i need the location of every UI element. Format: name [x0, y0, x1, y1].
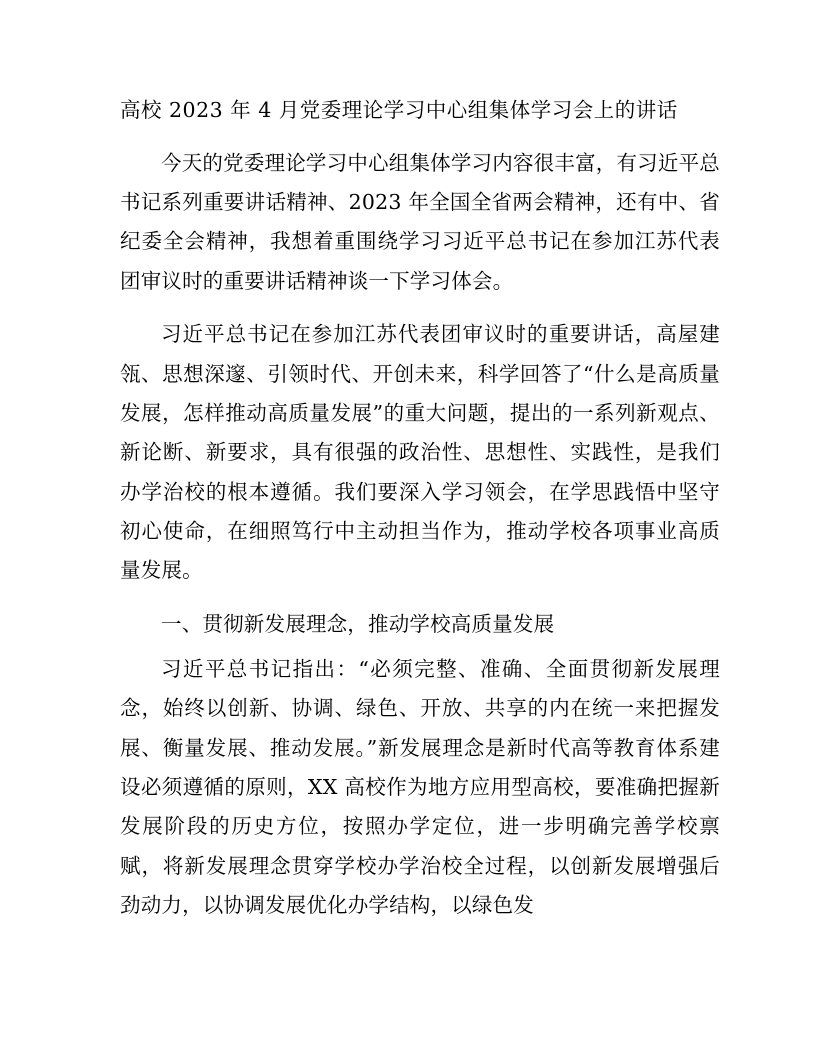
paragraph-1: 今天的党委理论学习中心组集体学习内容很丰富，有习近平总书记系列重要讲话精神、2023 年全国全省两会精神，还有中、省纪委全会精神，我想着重围绕学习习近平总书记在参加江苏代表团审议时的重要讲话精神谈一下学习体会。: [120, 150, 720, 293]
paragraph-2: 习近平总书记在参加江苏代表团审议时的重要讲话，高屋建瓴、思想深邃、引领时代、开创未来，科学回答了“什么是高质量发展，怎样推动高质量发展”的重大问题，提出的一系列新观点、新论断、新要求，具有很强的政治性、思想性、实践性，是我们办学治校的根本遵循。我们要深入学习领会，在学思践悟中坚守初心使命，在细照笃行中主动担当作为，推动学校各项事业高质量发展。: [120, 322, 720, 583]
paragraph-3: 习近平总书记指出：“必须完整、准确、全面贯彻新发展理念，始终以创新、协调、绿色、开放、共享的内在统一来把握发展、衡量发展、推动发展。”新发展理念是新时代高等教育体系建设必须遵循的原则，XX 高校作为地方应用型高校，要准确把握新发展阶段的历史方位，按照办学定位，进一步明确完善学校禀赋，将新发展理念贯穿学校办学治校全过程，以创新发展增强后劲动力，以协调发展优化办学结构，以绿色发: [120, 657, 720, 918]
section-heading-1: 一、贯彻新发展理念，推动学校高质量发展: [161, 611, 555, 636]
page-title: 高校 2023 年 4 月党委理论学习中心组集体学习会上的讲话: [120, 98, 678, 122]
